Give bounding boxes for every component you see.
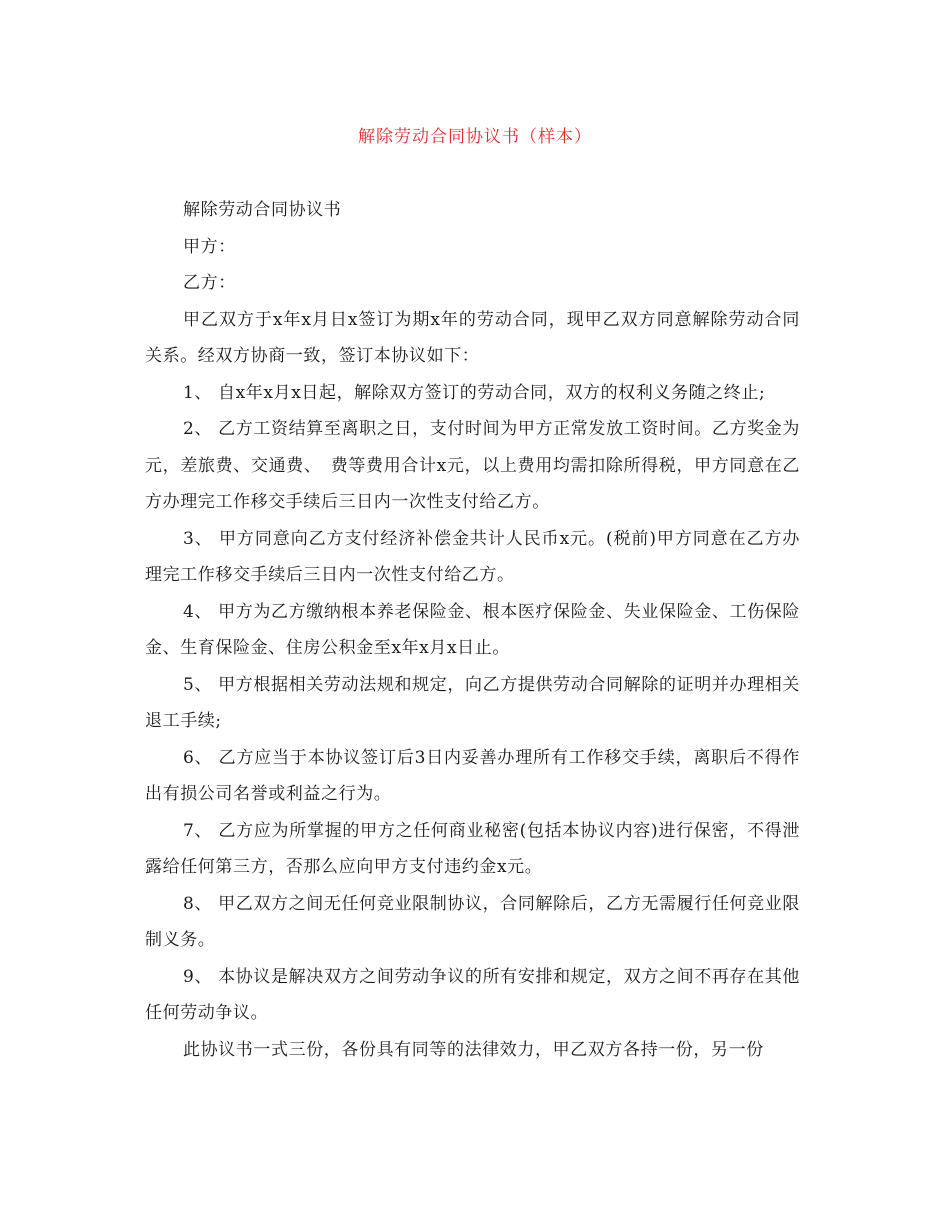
party-a-line: 甲方： xyxy=(183,236,236,257)
document-title: 解除劳动合同协议书（样本） xyxy=(358,127,592,147)
clause-9: 9、 本协议是解决双方之间劳动争议的所有安排和规定，双方之间不再存在其他任何劳动争议。 xyxy=(145,966,800,1023)
document-body xyxy=(145,192,800,1068)
party-b-line: 乙方： xyxy=(183,273,236,293)
clause-8: 8、 甲乙双方之间无任何竞业限制协议，合同解除后，乙方无需履行任何竞业限制义务。 xyxy=(145,893,800,950)
clause-2: 2、 乙方工资结算至离职之日，支付时间为甲方正常发放工资时间。乙方奖金为元，差旅费、交通费、 费等费用合计x元，以上费用均需扣除所得税，甲方同意在乙方办理完工作移交手续后三日内一次性支付给乙方。 xyxy=(145,419,800,512)
closing-paragraph: 此协议书一式三份，各份具有同等的法律效力，甲乙双方各持一份，另一份 xyxy=(183,1039,764,1060)
clause-3: 3、 甲方同意向乙方支付经济补偿金共计人民币x元。(税前)甲方同意在乙方办理完工作移交手续后三日内一次性支付给乙方。 xyxy=(145,528,800,585)
clause-1: 1、 自x年x月x日起，解除双方签订的劳动合同，双方的权利义务随之终止; xyxy=(183,382,766,403)
clause-5: 5、 甲方根据相关劳动法规和规定，向乙方提供劳动合同解除的证明并办理相关退工手续; xyxy=(145,674,800,731)
clause-7: 7、 乙方应为所掌握的甲方之任何商业秘密(包括本协议内容)进行保密，不得泄露给任何第三方，否那么应向甲方支付违约金x元。 xyxy=(145,820,800,877)
subtitle-paragraph: 解除劳动合同协议书 xyxy=(183,200,342,220)
clause-4: 4、 甲方为乙方缴纳根本养老保险金、根本医疗保险金、失业保险金、工伤保险金、生育保险金、住房公积金至x年x月x日止。 xyxy=(145,601,800,658)
clause-6: 6、 乙方应当于本协议签订后3日内妥善办理所有工作移交手续，离职后不得作出有损公司名誉或利益之行为。 xyxy=(145,747,800,804)
intro-paragraph: 甲乙双方于x年x月日x签订为期x年的劳动合同，现甲乙双方同意解除劳动合同关系。经双方协商一致，签订本协议如下： xyxy=(145,309,800,366)
